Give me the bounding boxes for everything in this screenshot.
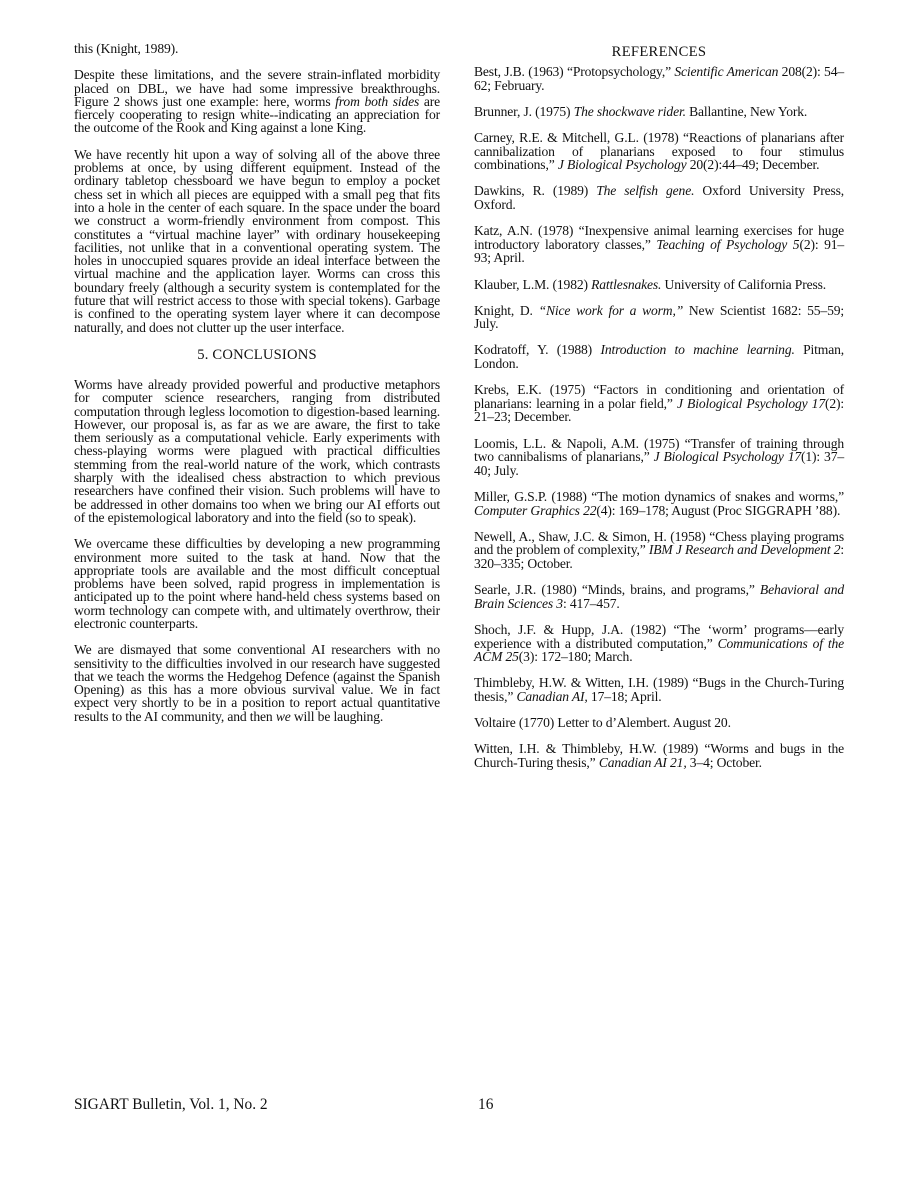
reference-item: Searle, J.R. (1980) “Minds, brains, and programs,” Behavioral and Brain Sciences 3: 417–457. (474, 582, 844, 611)
reference-item: Klauber, L.M. (1982) Rattlesnakes. University of California Press. (474, 276, 826, 292)
reference-item: Miller, G.S.P. (1988) “The motion dynamics of snakes and worms,” Computer Graphics 22(4): 169–178; August (Proc SIGGRAPH ’88). (474, 489, 844, 518)
reference-item: Loomis, L.L. & Napoli, A.M. (1975) “Transfer of training through two cannibalisms of planarians,” J Biological Psychology 17(1): 37–40; July. (474, 435, 844, 478)
paragraph-equipment: We have recently hit upon a way of solving all of the above three problems at once, by using different equipment. Instead of the ordinary tabletop chessboard we have begun to employ a pocket chess set in which all pieces are equipped with a small peg that fits into a hole in the center of each square. In the space under the board we construct a worm-friendly environment from compost. This constitutes a “virtual machine layer” with ordinary housekeeping facilities, not unlike that in a conventional operating system. The holes in unoccupied squares provide an ideal interface between the virtual machine and the application layer. Worms can cross this boundary freely (although a security system is contemplated for the future that will restrict access to those with special tokens). Garbage is confined to the operating system layer where it can decompose naturally, and does not clutter up the user interface. (74, 146, 440, 335)
reference-item: Carney, R.E. & Mitchell, G.L. (1978) “Reactions of planarians after cannibalization of planarians exposed to four stimulus combinations,” J Biological Psychology 20(2):44–49; December. (474, 129, 844, 173)
reference-item: Dawkins, R. (1989) The selfish gene. Oxford University Press, Oxford. (474, 183, 844, 212)
reference-item: Best, J.B. (1963) “Protopsychology,” Scientific American 208(2): 54–62; February. (474, 64, 844, 93)
reference-item: Newell, A., Shaw, J.C. & Simon, H. (1958) “Chess playing programs and the problem of complexity,” IBM J Research and Development 2: 320–335; October. (474, 528, 845, 571)
right-column (474, 42, 844, 782)
paragraph-conclusions-2: We overcame these difficulties by developing a new programming environment more suited to the task at hand. Now that the appropriate tools are available and the most difficult conceptual problems have been solved, rapid progress in implementation is anticipated up to the point where hand-held chess systems based on worm technology can compete with, and ultimately overthrow, their electronic counterparts. (74, 536, 440, 631)
paragraph-continuation: this (Knight, 1989). (74, 41, 179, 56)
footer-journal: SIGART Bulletin, Vol. 1, No. 2 (74, 1096, 268, 1113)
paragraph-limitations: Despite these limitations, and the severe strain-inflated morbidity placed on DBL, we have had some impressive breakthroughs. Figure 2 shows just one example: here, worms from both sides are fiercely cooperating to resign white--indicating an appreciation for the outcome of the Rook and King against a lone King. (74, 67, 440, 136)
reference-item: Thimbleby, H.W. & Witten, I.H. (1989) “Bugs in the Church-Turing thesis,” Canadian AI, 17–18; April. (474, 675, 844, 704)
section-heading-conclusions: 5. CONCLUSIONS (197, 346, 317, 363)
references-heading: REFERENCES (611, 44, 707, 60)
reference-item: Knight, D. “Nice work for a worm,” New Scientist 1682: 55–59; July. (474, 302, 844, 332)
left-column (74, 42, 440, 736)
reference-item: Krebs, E.K. (1975) “Factors in conditioning and orientation of planarians: learning in a polar field,” J Biological Psychology 17(2): 21–23; December. (474, 382, 844, 425)
reference-item: Shoch, J.F. & Hupp, J.A. (1982) “The ‘worm’ programs—early experience with a distributed computation,” Communications of the ACM 25(3): 172–180; March. (474, 621, 844, 665)
reference-item: Katz, A.N. (1978) “Inexpensive animal learning exercises for huge introductory laboratory classes,” Teaching of Psychology 5(2): 91–93; April. (474, 223, 845, 266)
reference-list (474, 65, 844, 769)
reference-item: Voltaire (1770) Letter to d’Alembert. August 20. (474, 715, 731, 731)
emphasis-text: we (275, 708, 291, 724)
reference-item: Witten, I.H. & Thimbleby, H.W. (1989) “Worms and bugs in the Church-Turing thesis,” Canadian AI 21, 3–4; October. (474, 741, 844, 770)
reference-item: Brunner, J. (1975) The shockwave rider. Ballantine, New York. (474, 103, 808, 119)
page-number: 16 (478, 1096, 494, 1113)
reference-item: Kodratoff, Y. (1988) Introduction to machine learning. Pitman, London. (474, 342, 845, 372)
paragraph-conclusions-3: We are dismayed that some conventional AI researchers with no sensitivity to the difficulties involved in our research have suggested that we teach the worms the Hedgehog Defence (against the Spanish Opening) as this has a more obvious survival value. We in fact expect very shortly to be in a position to report actual quantitative results to the AI community, and then we will be laughing. (74, 642, 440, 724)
emphasis-text: from both sides (335, 93, 420, 109)
paragraph-conclusions-1: Worms have already provided powerful and productive metaphors for computer science researchers, ranging from distributed computation through legless locomotion to digestion-based learning. However, our proposal is, as far as we are aware, the first to take them seriously as a computational vehicle. Early experiments with chess-playing worms were plagued with practical difficulties stemming from the real-world nature of the work, which contrasts sharply with the idealised chess abstraction to which previous researchers have confined their vision. Such problems will have to be addressed in other domains too when we bring our AI efforts out of the epistemological laboratory and into the field (so to speak). (74, 376, 440, 525)
